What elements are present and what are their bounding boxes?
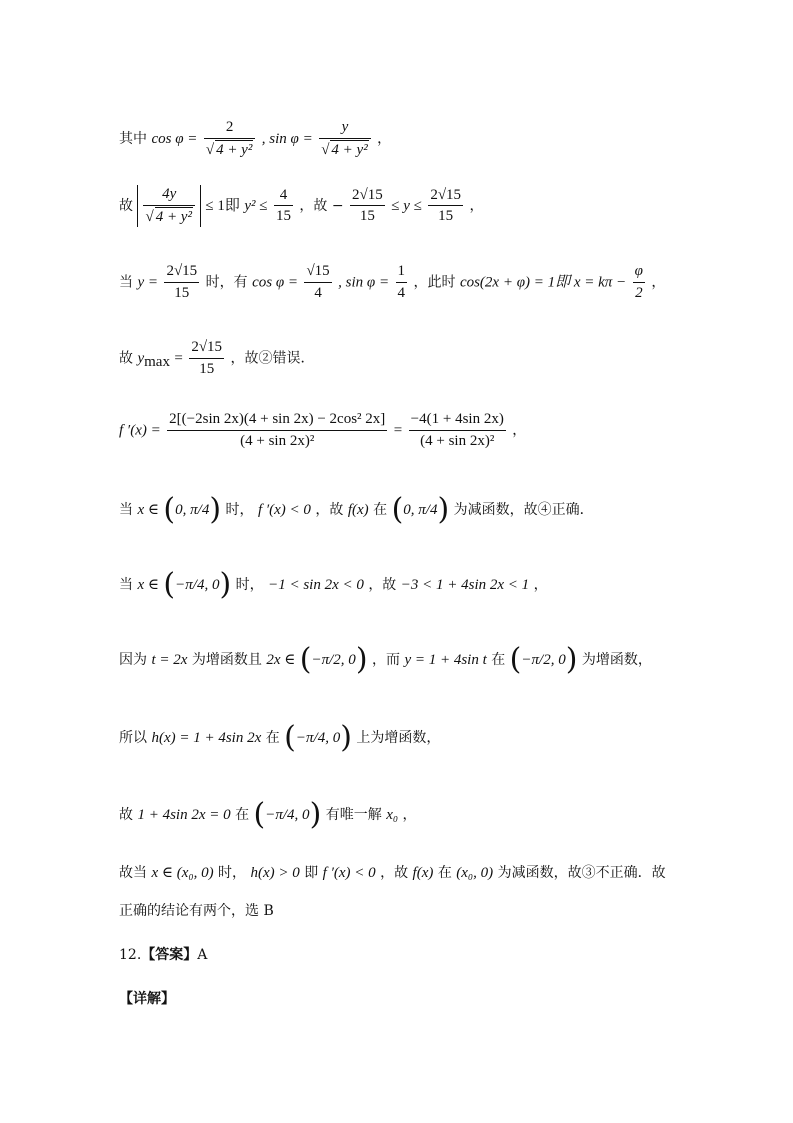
text: ，故 <box>368 577 397 593</box>
question-number: 12. <box>119 947 142 963</box>
text: 因为 <box>119 652 147 668</box>
text: 当 <box>119 577 133 593</box>
math: 1 + 4sin 2x = 0 <box>137 807 231 823</box>
text: 故当 <box>119 865 147 881</box>
denominator: 15 <box>359 208 375 225</box>
math: cos φ = <box>252 274 298 291</box>
fraction <box>319 118 371 160</box>
numerator: 2√15 <box>428 186 463 207</box>
text: ，故 <box>380 865 409 881</box>
detail-label: 【详解】 <box>119 991 175 1007</box>
text: ，故 − <box>299 197 344 214</box>
question-12-answer <box>119 948 207 962</box>
denominator: 15 <box>174 284 190 301</box>
text: 在 <box>235 807 250 823</box>
numerator: 4y <box>143 185 195 206</box>
text: ， <box>377 130 392 147</box>
math: h(x) = 1 + 4sin 2x <box>151 730 262 746</box>
fraction <box>204 118 256 160</box>
fraction <box>189 338 224 379</box>
numerator: 2√15 <box>350 186 385 207</box>
fraction <box>396 262 408 303</box>
text: ，而 <box>371 652 400 668</box>
numerator: 2 <box>204 118 256 139</box>
denominator: 4 + y² <box>331 141 368 158</box>
math: ≤ 1即 <box>205 197 240 214</box>
fraction <box>633 262 645 303</box>
math: y = <box>137 274 158 291</box>
denominator: 4 + y² <box>216 141 253 158</box>
math: y <box>137 350 145 367</box>
text: 为增函数， <box>581 652 652 668</box>
interval: −π/2, 0 <box>521 652 566 668</box>
denominator: (4 + sin 2x)² <box>240 432 315 449</box>
fraction <box>274 186 293 227</box>
text: ，此时 <box>413 274 456 291</box>
math: x ∈ <box>137 577 159 593</box>
math: f ′(x) = <box>119 422 161 439</box>
text: 当 <box>119 274 133 291</box>
interval: −π/4, 0 <box>175 577 220 593</box>
math: −1 < sin 2x < 0 <box>268 577 364 593</box>
text: 即 <box>304 865 319 881</box>
text: 上为增函数， <box>356 730 441 746</box>
numerator: 2√15 <box>189 338 224 359</box>
denominator: (4 + sin 2x)² <box>420 432 495 449</box>
math: , sin φ = <box>338 274 390 291</box>
math: = <box>393 422 403 439</box>
math: 2x ∈ <box>266 652 296 668</box>
math: , sin φ = <box>261 130 313 147</box>
numerator: 4 <box>274 186 293 207</box>
line-cos-sin-definition <box>119 118 391 160</box>
line-so-h-increasing: 所以 h(x) = 1 + 4sin 2x 在 (−π/4, 0) 上为增函数， <box>119 720 441 755</box>
math: −3 < 1 + 4sin 2x < 1 <box>400 577 530 593</box>
line-derivative <box>119 410 526 451</box>
denominator: 15 <box>199 360 215 377</box>
text: 时，有 <box>205 274 248 291</box>
math: cos(2x + φ) = 1即 x = kπ − <box>459 274 627 291</box>
numerator: φ <box>633 262 645 283</box>
text: 为减函数，故④正确． <box>453 502 594 518</box>
text: 在 <box>437 865 452 881</box>
line-interval-0-pi4: 当 x ∈ (0, π/4) 时， f ′(x) < 0 ，故 f(x) 在 (0, π/4) 为减函数，故④正确． <box>119 492 594 527</box>
fraction <box>304 262 331 303</box>
denominator: 2 <box>635 284 643 301</box>
text: 时， <box>235 577 264 593</box>
line-conclusion <box>119 866 666 881</box>
text: 当 <box>119 502 133 518</box>
text: 有唯一解 <box>325 807 382 823</box>
line-ymax <box>119 338 315 379</box>
denominator: 4 + y² <box>155 208 192 225</box>
math: t = 2x <box>151 652 188 668</box>
text: ， <box>651 274 666 291</box>
text: 故 <box>119 350 133 367</box>
text: ， <box>512 422 527 439</box>
text: 正确的结论有两个，选 B <box>119 903 274 919</box>
line-interval-neg-pi4-0: 当 x ∈ (−π/4, 0) 时， −1 < sin 2x < 0 ，故 −3 < 1 + 4sin 2x < 1 ， <box>119 567 548 602</box>
math: f(x) <box>412 865 434 881</box>
text: 故 <box>119 197 133 214</box>
interval: −π/2, 0 <box>311 652 356 668</box>
numerator: 1 <box>396 262 408 283</box>
text: ， <box>533 577 548 593</box>
text: 为增函数且 <box>191 652 262 668</box>
interval: 0, π/4 <box>403 502 438 518</box>
math: x ∈ <box>137 502 159 518</box>
line-abs-inequality <box>119 185 484 227</box>
denominator: 15 <box>275 208 291 225</box>
denominator: 4 <box>397 284 406 301</box>
interval: 0, π/4 <box>175 502 210 518</box>
math: x₀ <box>386 807 399 823</box>
math: x ∈ (x₀, 0) <box>151 865 214 881</box>
fraction <box>167 410 387 451</box>
fraction <box>350 186 385 227</box>
math: f(x) <box>347 502 369 518</box>
math: y = 1 + 4sin t <box>404 652 487 668</box>
interval: −π/4, 0 <box>265 807 310 823</box>
text: 时， <box>218 865 247 881</box>
text: 在 <box>373 502 388 518</box>
absolute-value <box>137 185 201 227</box>
text: 在 <box>265 730 280 746</box>
numerator: y <box>319 118 371 139</box>
text: 在 <box>491 652 506 668</box>
math: f ′(x) < 0 <box>257 502 311 518</box>
text: ， <box>469 197 484 214</box>
fraction <box>428 186 463 227</box>
fraction <box>164 262 199 303</box>
interval: −π/4, 0 <box>295 730 341 746</box>
text: 其中 <box>119 130 147 147</box>
text: 故 <box>119 807 133 823</box>
text: 为减函数，故③不正确．故 <box>497 865 666 881</box>
subscript: max <box>144 354 170 371</box>
numerator: √15 <box>304 262 331 283</box>
denominator: 4 <box>314 284 322 301</box>
math: ≤ y ≤ <box>391 197 422 214</box>
math: (x₀, 0) <box>456 865 494 881</box>
text: 所以 <box>119 730 147 746</box>
detail-heading <box>119 992 175 1006</box>
line-answer-summary <box>119 904 274 918</box>
math: h(x) > 0 <box>250 865 300 881</box>
line-because: 因为 t = 2x 为增函数且 2x ∈ (−π/2, 0) ，而 y = 1 + 4sin t 在 (−π/2, 0) 为增函数， <box>119 642 652 677</box>
math: f ′(x) < 0 <box>322 865 376 881</box>
answer-value: A <box>197 947 208 963</box>
text: ，故 <box>315 502 344 518</box>
text: ， <box>402 807 417 823</box>
line-when-y-equals <box>119 262 665 303</box>
answer-label: 【答案】 <box>141 947 198 963</box>
fraction <box>409 410 506 451</box>
math: cos φ = <box>151 130 198 147</box>
math: = <box>174 350 183 367</box>
text: ，故②错误． <box>230 350 315 367</box>
numerator: 2√15 <box>164 262 199 283</box>
text: 时， <box>225 502 254 518</box>
math: y² ≤ <box>244 197 268 214</box>
numerator: 2[(−2sin 2x)(4 + sin 2x) − 2cos² 2x] <box>167 410 387 431</box>
denominator: 15 <box>438 208 454 225</box>
numerator: −4(1 + 4sin 2x) <box>409 410 506 431</box>
line-unique-root: 故 1 + 4sin 2x = 0 在 (−π/4, 0) 有唯一解 x₀ ， <box>119 797 417 832</box>
